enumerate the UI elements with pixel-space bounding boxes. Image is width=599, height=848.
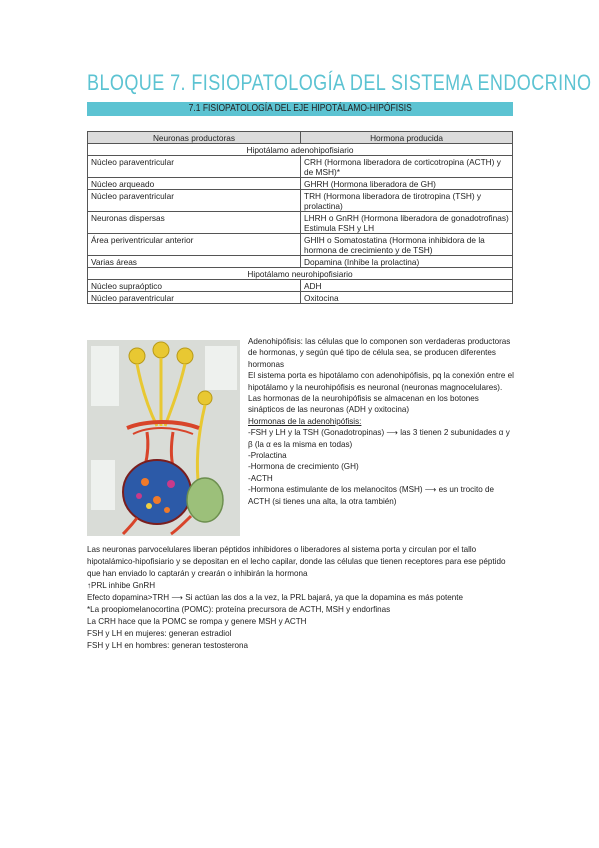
hormone-cell: GHIH o Somatostatina (Hormona inhibidora de la hormona de crecimiento y de TSH) (301, 234, 513, 256)
neuron-cell: Área periventricular anterior (88, 234, 301, 256)
table-section-row (88, 144, 513, 156)
neuron-cell: Núcleo paraventricular (88, 292, 301, 304)
neuron-cell: Núcleo supraóptico (88, 280, 301, 292)
paragraph: El sistema porta es hipotálamo con adenohipófisis, pq la conexión entre el hipotálamo y la neurohipófisis es neuronal (neuronas magnocelulares). Las hormonas de la neurohipófisis se almacenan en los botones sinápticos de las neuronas (ADH y oxitocina) (248, 371, 514, 415)
note-line: *La proopiomelanocortina (POMC): proteína precursora de ACTH, MSH y endorfinas (87, 605, 391, 614)
additional-notes (87, 544, 517, 652)
paragraph: Adenohipófisis: las células que lo componen son verdaderas productoras de hormonas, y según qué tipo de célula sea, se producen diferentes hormonas (248, 337, 511, 369)
pituitary-drawing (87, 340, 240, 536)
table-header-row (88, 132, 513, 144)
neuron-body (177, 348, 193, 364)
table-row (88, 212, 513, 234)
table-row (88, 178, 513, 190)
table-row (88, 292, 513, 304)
hormone-cell: LHRH o GnRH (Hormona liberadora de gonadotrofinas) Estimula FSH y LH (301, 212, 513, 234)
hormone-cell: GHRH (Hormona liberadora de GH) (301, 178, 513, 190)
neuron-cell: Núcleo arqueado (88, 178, 301, 190)
list-item: -Hormona estimulante de los melanocitos (MSH) ⟶ es un trocito de ACTH (si tienes una alta, la otra también) (248, 485, 494, 506)
label-area-right (205, 346, 237, 390)
section-adenohypophyseal: Hipotálamo adenohipofisiario (88, 144, 513, 156)
list-item: -FSH y LH y la TSH (Gonadotropinas) ⟶ las 3 tienen 2 subunidades α y β (la α es la misma en todas) (248, 428, 510, 449)
table-row (88, 190, 513, 212)
posterior-pituitary (187, 478, 223, 522)
note-line: FSH y LH en mujeres: generan estradiol (87, 629, 232, 638)
section-neurohypophyseal: Hipotálamo neurohipofisiario (88, 268, 513, 280)
column-header-hormone: Hormona producida (301, 132, 513, 144)
neuron-body (153, 342, 169, 358)
adenohypophysis-notes (248, 336, 514, 507)
note-line: Las neuronas parvocelulares liberan péptidos inhibidores o liberadores al sistema porta y circulan por el tallo hipotalámico-hipofisiario y se depositan en el lecho capilar, donde las células que tienen receptores para ese péptido que han enviado lo captarán y crearán o inhibirán la hormona (87, 545, 506, 578)
label-area-bottom-left (91, 460, 115, 510)
table-row (88, 280, 513, 292)
neuron-body (129, 348, 145, 364)
hormone-cell: TRH (Hormona liberadora de tirotropina (TSH) y prolactina) (301, 190, 513, 212)
hormone-cell: Oxitocina (301, 292, 513, 304)
note-line: ↑PRL inhibe GnRH (87, 581, 156, 590)
note-line: Efecto dopamina>TRH ⟶ Si actúan las dos a la vez, la PRL bajará, ya que la dopamina es más potente (87, 593, 463, 602)
section-subtitle: 7.1 FISIOPATOLOGÍA DEL EJE HIPOTÁLAMO-HIPÓFISIS (188, 103, 412, 114)
anterior-pituitary (123, 460, 191, 524)
list-item: -Hormona de crecimiento (GH) (248, 462, 359, 472)
list-item: -Prolactina (248, 451, 287, 461)
neuron-body (198, 391, 212, 405)
section-subtitle-bar (87, 102, 513, 116)
table-row (88, 234, 513, 256)
hormone-cell: Dopamina (Inhibe la prolactina) (301, 256, 513, 268)
table-row (88, 156, 513, 178)
hormone-cell: CRH (Hormona liberadora de corticotropina (ACTH) y de MSH)* (301, 156, 513, 178)
neuron-cell: Varias áreas (88, 256, 301, 268)
column-header-neurons: Neuronas productoras (88, 132, 301, 144)
note-line: La CRH hace que la POMC se rompa y genere MSH y ACTH (87, 617, 307, 626)
neuron-cell: Núcleo paraventricular (88, 190, 301, 212)
hypothalamus-pituitary-illustration (87, 340, 240, 536)
hormones-heading: Hormonas de la adenohipófisis: (248, 416, 362, 426)
label-area-left (91, 346, 119, 406)
table-section-row (88, 268, 513, 280)
neuron-cell: Neuronas dispersas (88, 212, 301, 234)
hormones-table (87, 131, 513, 304)
note-line: FSH y LH en hombres: generan testosterona (87, 641, 249, 650)
hormone-cell: ADH (301, 280, 513, 292)
neuron-cell: Núcleo paraventricular (88, 156, 301, 178)
page-title: BLOQUE 7. FISIOPATOLOGÍA DEL SISTEMA ENDOCRINO (87, 70, 592, 95)
list-item: -ACTH (248, 473, 273, 483)
table-row (88, 256, 513, 268)
